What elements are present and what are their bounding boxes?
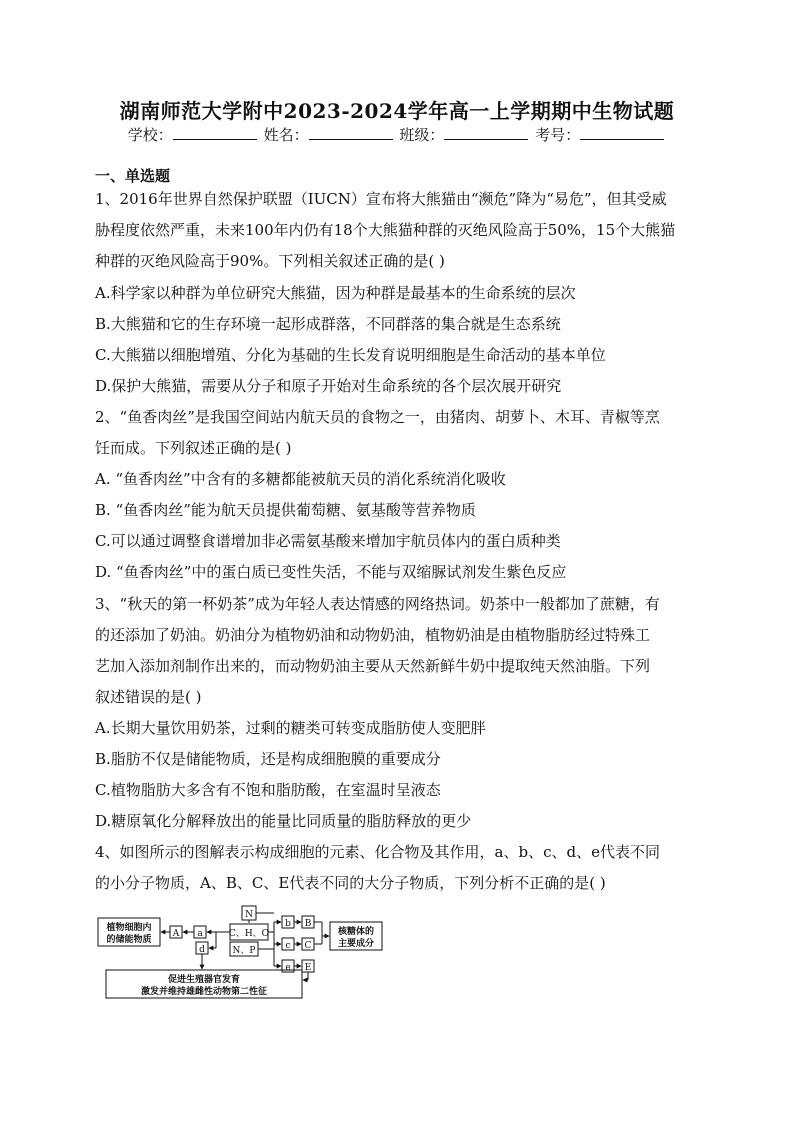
student-info-line bbox=[0, 124, 794, 145]
question-1-option-a: A.科学家以种群为单位研究大熊猫，因为种群是最基本的生命系统的层次 bbox=[95, 284, 576, 302]
class-label: 班级： bbox=[399, 126, 445, 144]
question-3-option-b: B.脂肪不仅是储能物质，还是构成细胞膜的重要成分 bbox=[95, 750, 441, 768]
exam-number-label: 考号： bbox=[535, 126, 581, 144]
question-2-line-2: 饪而成。下列叙述正确的是( ) bbox=[95, 439, 292, 457]
page-title: 湖南师范大学附中2023-2024学年高一上学期期中生物试题 bbox=[119, 99, 675, 123]
section-heading: 一、单选题 bbox=[95, 167, 171, 185]
storage-label-2: 的储能物质 bbox=[106, 935, 152, 945]
diagram-svg bbox=[96, 900, 386, 1000]
exam-number-field bbox=[535, 124, 666, 145]
question-2-line-1: 2、“鱼香肉丝”是我国空间站内航天员的食物之一，由猪肉、胡萝卜、木耳、青椒等烹 bbox=[95, 408, 660, 426]
node-N-label: N bbox=[245, 910, 253, 920]
node-B-label: B bbox=[304, 919, 312, 929]
node-NP-label: N、P bbox=[232, 946, 256, 956]
question-2-option-b: B. “鱼香肉丝”能为航天员提供葡萄糖、氨基酸等营养物质 bbox=[95, 501, 476, 519]
node-C-label: C bbox=[304, 941, 312, 951]
question-4-line-1: 4、如图所示的图解表示构成细胞的元素、化合物及其作用，a、b、c、d、e代表不同 bbox=[95, 843, 660, 861]
class-blank[interactable] bbox=[444, 125, 528, 140]
school-blank[interactable] bbox=[173, 125, 257, 140]
question-1-option-c: C.大熊猫以细胞增殖、分化为基础的生长发育说明细胞是生命活动的基本单位 bbox=[95, 346, 606, 364]
question-2-option-a: A. “鱼香肉丝”中含有的多糖都能被航天员的消化系统消化吸收 bbox=[95, 470, 506, 488]
ribosome-label-1: 核糖体的 bbox=[337, 927, 375, 937]
school-field bbox=[128, 124, 259, 145]
question-3-line-3: 艺加入添加剂制作出来的，而动物奶油主要从天然新鲜牛奶中提取纯天然油脂。下列 bbox=[95, 657, 651, 675]
question-3-option-a: A.长期大量饮用奶茶，过剩的糖类可转变成脂肪使人变肥胖 bbox=[95, 719, 486, 737]
school-label: 学校： bbox=[127, 126, 173, 144]
node-E-label: E bbox=[304, 963, 312, 973]
hormone-label-2: 激发并维持雄雌性动物第二性征 bbox=[140, 987, 268, 997]
node-d-label: d bbox=[199, 945, 205, 955]
question-3-line-4: 叙述错误的是( ) bbox=[95, 688, 202, 706]
question-3-line-2: 的还添加了奶油。奶油分为植物奶油和动物奶油，植物奶油是由植物脂肪经过特殊工 bbox=[95, 626, 651, 644]
node-CHO-label: C、H、O bbox=[228, 929, 270, 939]
question-2-option-c: C.可以通过调整食谱增加非必需氨基酸来增加宇航员体内的蛋白质种类 bbox=[95, 532, 561, 550]
question-1-option-b: B.大熊猫和它的生存环境一起形成群落，不同群落的集合就是生态系统 bbox=[95, 315, 561, 333]
question-1-option-d: D.保护大熊猫，需要从分子和原子开始对生命系统的各个层次展开研究 bbox=[95, 377, 562, 395]
node-A-label: A bbox=[172, 929, 180, 939]
name-field bbox=[264, 124, 395, 145]
ribosome-label-2: 主要成分 bbox=[337, 939, 375, 949]
question-2-option-d: D. “鱼香肉丝”中的蛋白质已变性失活，不能与双缩脲试剂发生紫色反应 bbox=[95, 563, 567, 581]
name-blank[interactable] bbox=[309, 125, 393, 140]
node-b-label: b bbox=[285, 919, 291, 929]
class-field bbox=[399, 124, 530, 145]
question-4-diagram bbox=[96, 900, 386, 1004]
storage-label-1: 植物细胞内 bbox=[106, 923, 152, 933]
question-1-line-3: 种群的灭绝风险高于90%。下列相关叙述正确的是( ) bbox=[95, 252, 445, 270]
question-1-line-1: 1、2016年世界自然保护联盟（IUCN）宣布将大熊猫由“濒危”降为“易危”，但其受威 bbox=[95, 190, 667, 208]
exam-number-blank[interactable] bbox=[580, 125, 664, 140]
question-3-option-d: D.糖原氧化分解释放出的能量比同质量的脂肪释放的更少 bbox=[95, 812, 472, 830]
hormone-label-1: 促进生殖器官发育 bbox=[167, 975, 241, 985]
question-4-line-2: 的小分子物质，A、B、C、E代表不同的大分子物质，下列分析不正确的是( ) bbox=[95, 874, 606, 892]
node-c-label: c bbox=[285, 941, 291, 951]
question-3-option-c: C.植物脂肪大多含有不饱和脂肪酸，在室温时呈液态 bbox=[95, 781, 441, 799]
question-3-line-1: 3、“秋天的第一杯奶茶”成为年轻人表达情感的网络热词。奶茶中一般都加了蔗糖，有 bbox=[95, 595, 660, 613]
name-label: 姓名： bbox=[263, 126, 309, 144]
node-a-label: a bbox=[197, 929, 203, 939]
question-1-line-2: 胁程度依然严重，未来100年内仍有18个大熊猫种群的灭绝风险高于50%，15个大熊猫 bbox=[95, 221, 676, 239]
node-e-label: e bbox=[285, 963, 291, 973]
